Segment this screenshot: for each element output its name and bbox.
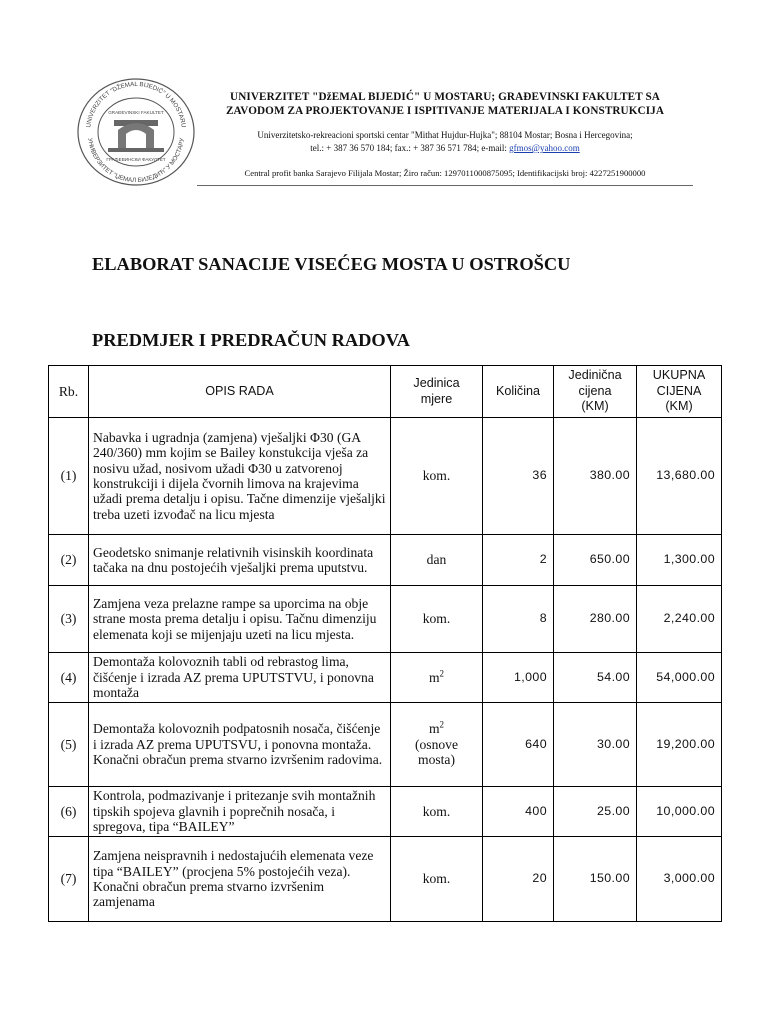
row-unit-price: 150.00 [554, 837, 637, 922]
unit-base: m [428, 721, 440, 737]
table-row [49, 787, 722, 837]
row-number: (1) [49, 418, 89, 535]
header-uk-line2: CIJENA [656, 383, 702, 398]
contact-phone-fax: tel.: + 387 36 570 184; fax.: + 387 36 571 784; e-mail: [310, 143, 510, 153]
row-description: Demontaža kolovoznih tabli od rebrastog lima, čišćenje i izrada AZ prema UPUTSTVU, i ponovna montaža [89, 653, 391, 703]
unit-note-line1: (osnove [414, 736, 459, 752]
unit-exponent: 2 [439, 719, 445, 730]
table-header-row [49, 366, 722, 418]
row-unit-price: 380.00 [554, 418, 637, 535]
row-total: 54,000.00 [637, 653, 722, 703]
row-number: (2) [49, 535, 89, 586]
table-row [49, 837, 722, 922]
row-description: Geodetsko snimanje relativnih visinskih koordinata tačaka na dnu postojećih vješaljki prema uputstvu. [89, 535, 391, 586]
row-unit-price: 54.00 [554, 653, 637, 703]
row-total: 2,240.00 [637, 586, 722, 653]
address-line: Univerzitetsko-rekreacioni sportski centar "Mithat Hujdur-Hujka"; 88104 Mostar; Bosna i Hercegovina; [257, 130, 633, 140]
svg-text:УНИВЕРЗИТЕТ "ЏЕМАЛ БИЈЕДИЋ" У: УНИВЕРЗИТЕТ "ЏЕМАЛ БИЈЕДИЋ" У МОСТАРУ [86, 137, 186, 185]
header-jc-line1: Jedinična [568, 368, 622, 383]
header-ukupna-cijena [637, 366, 722, 418]
header-jedinica-mjere [391, 366, 483, 418]
row-description: Zamjena veza prelazne rampe sa uporcima na obje strane mosta prema detalju i opisu. Tačnu dimenziju elemenata koji se mijenjaju uzeti na licu mjesta. [89, 586, 391, 653]
row-unit: kom. [391, 586, 483, 653]
row-number: (4) [49, 653, 89, 703]
header-divider [197, 185, 693, 186]
header-uk-line1: UKUPNA [652, 368, 706, 383]
row-quantity: 400 [483, 787, 554, 837]
row-unit [391, 703, 483, 787]
row-unit: kom. [391, 787, 483, 837]
row-description: Kontrola, podmazivanje i pritezanje svih montažnih tipskih spojeva glavnih i poprečnih nosača, i spregova, tipa “BAILEY” [89, 787, 391, 837]
header-jc-line3: (KM) [581, 399, 609, 414]
row-quantity: 8 [483, 586, 554, 653]
table-row [49, 418, 722, 535]
unit-note-line2: mosta) [418, 752, 455, 768]
bank-info-line: Central profit banka Sarajevo Filijala Mostar; Žiro račun: 1297011000875095; Identifikacijski broj: 4227251900000 [244, 168, 646, 178]
table-row [49, 653, 722, 703]
document-title: ELABORAT SANACIJE VISEĆEG MOSTA U OSTROŠCU [92, 254, 571, 274]
svg-text:ГРАЂЕВИНСКИ ФАКУЛТЕТ: ГРАЂЕВИНСКИ ФАКУЛТЕТ [106, 157, 166, 162]
unit-exponent: 2 [439, 668, 445, 679]
svg-text:GRAĐEVINSKI FAKULTET: GRAĐEVINSKI FAKULTET [108, 110, 164, 115]
row-description-note: Konačni obračun prema stvarno izvršenim zamjenama [93, 879, 325, 910]
header-jedinicna-cijena [554, 366, 637, 418]
email-link[interactable]: gfmos@yahoo.com [509, 143, 580, 153]
header-rb: Rb. [49, 366, 89, 418]
row-unit-price: 25.00 [554, 787, 637, 837]
row-quantity: 36 [483, 418, 554, 535]
row-quantity: 640 [483, 703, 554, 787]
header-opis-rada: OPIS RADA [89, 366, 391, 418]
org-name-line2: ZAVODOM ZA PROJEKTOVANJE I ISPITIVANJE MATERIJALA I KONSTRUKCIJA [225, 105, 665, 117]
header-jc-line2: cijena [578, 383, 612, 398]
row-number: (6) [49, 787, 89, 837]
table-row [49, 703, 722, 787]
row-quantity: 2 [483, 535, 554, 586]
table-row [49, 586, 722, 653]
contact-line [200, 143, 690, 153]
row-description-note: Konačni obračun prema stvarno izvršenim radovima. [93, 752, 383, 768]
header-uk-line3: (KM) [665, 399, 693, 414]
row-unit-price: 30.00 [554, 703, 637, 787]
row-unit-price: 280.00 [554, 586, 637, 653]
header-kolicina: Količina [483, 366, 554, 418]
row-description [89, 837, 391, 922]
row-unit [391, 653, 483, 703]
university-seal-logo [74, 76, 198, 188]
row-total: 13,680.00 [637, 418, 722, 535]
row-quantity: 20 [483, 837, 554, 922]
row-unit: kom. [391, 418, 483, 535]
row-total: 3,000.00 [637, 837, 722, 922]
row-description-main: Zamjena neispravnih i nedostajućih elemenata veze tipa “BAILEY” (procjena 5% postojećih veza). [93, 848, 374, 879]
row-quantity: 1,000 [483, 653, 554, 703]
svg-text:UNIVERZITET "DŽEMAL BIJEDIĆ" U: UNIVERZITET "DŽEMAL BIJEDIĆ" U MOSTARU [85, 80, 187, 128]
row-number: (7) [49, 837, 89, 922]
row-unit: dan [391, 535, 483, 586]
row-description [89, 703, 391, 787]
row-number: (5) [49, 703, 89, 787]
table-row [49, 535, 722, 586]
document-subtitle: PREDMJER I PREDRAČUN RADOVA [92, 330, 410, 350]
row-unit: kom. [391, 837, 483, 922]
row-total: 1,300.00 [637, 535, 722, 586]
row-number: (3) [49, 586, 89, 653]
header-jm-line2: mjere [420, 391, 453, 406]
row-total: 10,000.00 [637, 787, 722, 837]
bill-of-quantities-table [48, 365, 722, 922]
org-name-line1: UNIVERZITET "DžEMAL BIJEDIĆ" U MOSTARU; GRAĐEVINSKI FAKULTET SA [230, 91, 660, 103]
unit-base: m [428, 669, 440, 685]
row-total: 19,200.00 [637, 703, 722, 787]
row-description: Nabavka i ugradnja (zamjena) vješaljki Φ30 (GA 240/360) mm kojim se Bailey konstukcija vješa za nosivu užad, nosivom užadi Φ30 u zatvorenoj konstrukciji i dijela čvornih limova na krajevima užadi prema detalju i opisu. Tačne dimenzije vješaljki treba uzeti izvođač na licu mjesta [89, 418, 391, 535]
row-description-main: Demontaža kolovoznih podpatosnih nosača, čišćenje i izrada AZ prema UPUTSVU, i ponovna montaža. [93, 721, 381, 752]
row-unit-price: 650.00 [554, 535, 637, 586]
header-jm-line1: Jedinica [413, 376, 460, 390]
